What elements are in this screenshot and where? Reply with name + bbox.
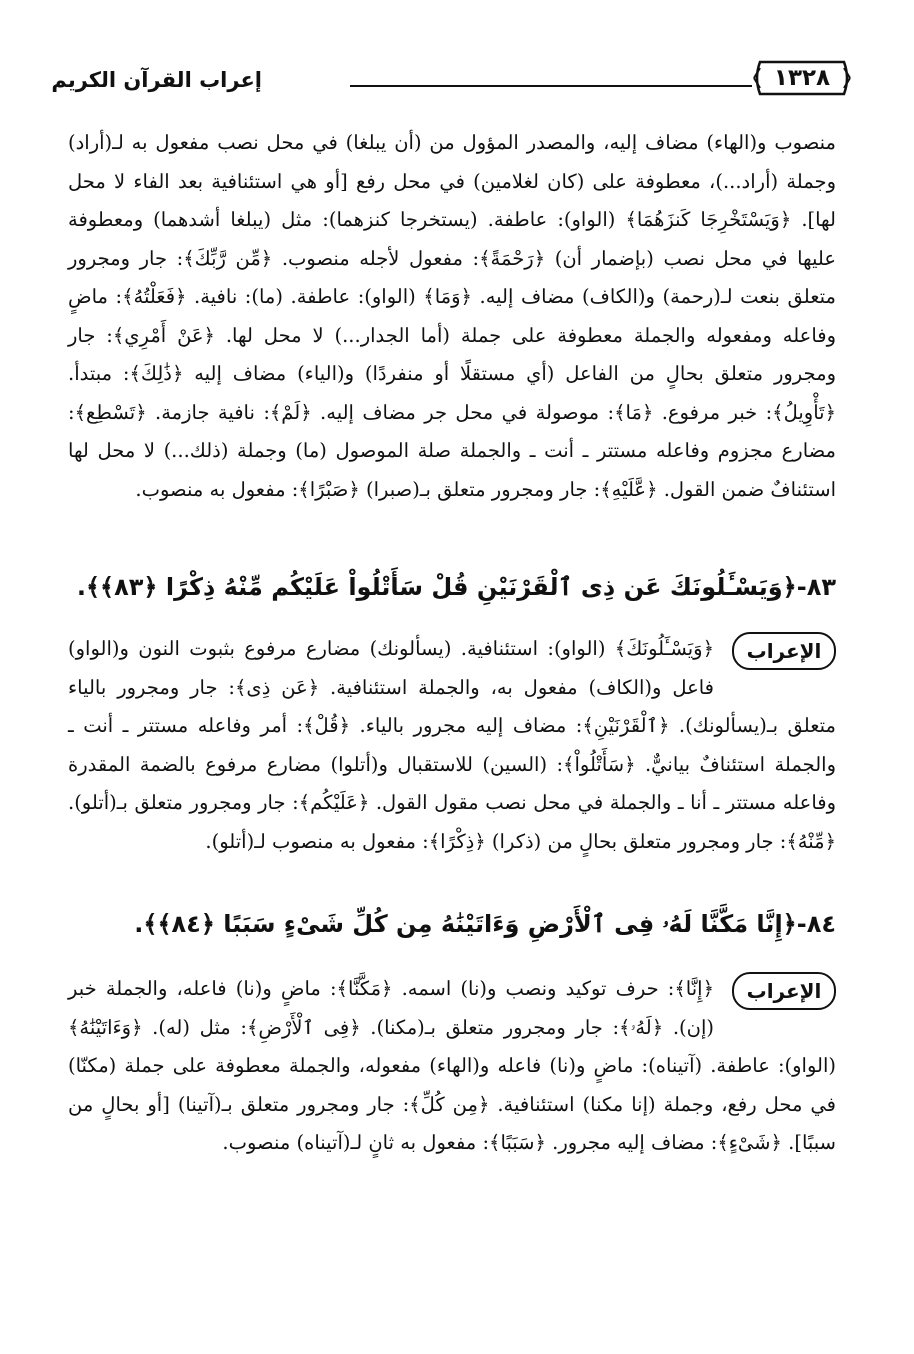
verse-84-line [68,910,836,938]
intro-paragraph: منصوب و(الهاء) مضاف إليه، والمصدر المؤول من (أن يبلغا) في محل نصب مفعول به لـ(أراد) وجملة (أراد...)، معطوفة على (كان لغلامين) في محل رفع [أو هي استئنافية بعد الفاء لا محل لها]. ﴿وَيَسْتَخْرِجَا كَنزَهُمَا﴾ (الواو): عاطفة. (يستخرجا كنزهما): مثل (يبلغا أشدهما) ومعطوفة عليها في محل نصب (بإضمار أن) ﴿رَحْمَةً﴾: مفعول لأجله منصوب. ﴿مِّن رَّبِّكَ﴾: جار ومجرور متعلق بنعت لـ(رحمة) و(الكاف) مضاف إليه. ﴿وَمَا﴾ (الواو): عاطفة. (ما): نافية. ﴿فَعَلْتُهُ﴾: ماضٍ وفاعله ومفعوله والجملة معطوفة على جملة (أما الجدار...) لا محل لها. ﴿عَنْ أَمْرِي﴾: جار ومجرور متعلق بحالٍ من الفاعل (أي مستقلًا أو منفردًا) و(الياء) مضاف إليه ﴿ذَٰلِكَ﴾: مبتدأ. ﴿تَأْوِيلُ﴾: خبر مرفوع. ﴿مَا﴾: موصولة في محل جر مضاف إليه. ﴿لَمْ﴾: نافية جازمة. ﴿تَسْطِع﴾: مضارع مجزوم وفاعله مستتر ـ أنت ـ والجملة صلة الموصول (ما) وجملة (ذلك...) لا محل لها استئنافٌ ضمن القول. ﴿عَّلَيْهِ﴾: جار ومجرور متعلق بـ(صبرا) ﴿صَبْرًا﴾: مفعول به منصوب. [68,131,836,501]
page-number: ١٣٢٨ [773,65,831,91]
irab-83-paragraph: ﴿وَيَسْـَٔلُونَكَ﴾ (الواو): استئنافية. (يسألونك) مضارع مرفوع بثبوت النون و(الواو) فاعل و(الكاف) مفعول به، والجملة استئنافية. ﴿عَن ذِى﴾: جار ومجرور بالياء متعلق بـ(يسألونك). ﴿ٱلْقَرْنَيْنِ﴾: مضاف إليه مجرور بالياء. ﴿قُلْ﴾: أمر وفاعله مستتر ـ أنت ـ والجملة استئنافٌ بيانيٌّ. ﴿سَأَتْلُواْ﴾: (السين) للاستقبال و(أتلوا) مضارع مرفوع بالضمة المقدرة وفاعله مستتر ـ أنا ـ والجملة في محل نصب مقول القول. ﴿عَلَيْكُم﴾: جار ومجرور متعلق بـ(أتلو). ﴿مِّنْهُ﴾: جار ومجرور متعلق بحالٍ من (ذكرا) ﴿ذِكْرًا﴾: مفعول به منصوب لـ(أتلو). [68,637,836,853]
page-header [51,58,852,102]
irab-badge: الإعراب [732,632,836,670]
verse-83: ٨٣-﴿وَيَسْـَٔلُونَكَ عَن ذِى ٱلْقَرْنَيْنِ قُلْ سَأَتْلُواْ عَلَيْكُم مِّنْهُ ذِكْرًا ﴿٨٣﴾﴾. [76,573,836,601]
verse-84: ٨٤-﴿إِنَّا مَكَّنَّا لَهُۥ فِى ٱلْأَرْضِ وَءَاتَيْنَٰهُ مِن كُلِّ شَىْءٍ سَبَبًا ﴿٨٤﴾﴾. [134,910,836,938]
page-number-badge [752,58,852,98]
irab-83-section [68,630,836,861]
book-title: إعراب القرآن الكريم [51,68,262,92]
verse-83-line [68,573,836,601]
header-rule [350,85,752,87]
irab-badge: الإعراب [732,972,836,1010]
irab-84-paragraph: ﴿إِنَّا﴾: حرف توكيد ونصب و(نا) اسمه. ﴿مَكَّنَّا﴾: ماضٍ و(نا) فاعله، والجملة خبر (إن). ﴿لَهُۥ﴾: جار ومجرور متعلق بـ(مكنا). ﴿فِى ٱلْأَرْضِ﴾: مثل (له). ﴿وَءَاتَيْنَٰهُ﴾ (الواو): عاطفة. (آتيناه): ماضٍ و(نا) فاعله و(الهاء) مفعوله، والجملة معطوفة على جملة (مكنّا) في محل رفع، وجملة (إنا مكنا) استئنافية. ﴿مِن كُلِّ﴾: جار ومجرور متعلق بـ(آتينا) [أو بحالٍ من سببًا]. ﴿شَىْءٍ﴾: مضاف إليه مجرور. ﴿سَبَبًا﴾: مفعول به ثانٍ لـ(آتيناه) منصوب. [68,977,836,1154]
intro-section [68,124,836,509]
irab-84-section [68,970,836,1163]
